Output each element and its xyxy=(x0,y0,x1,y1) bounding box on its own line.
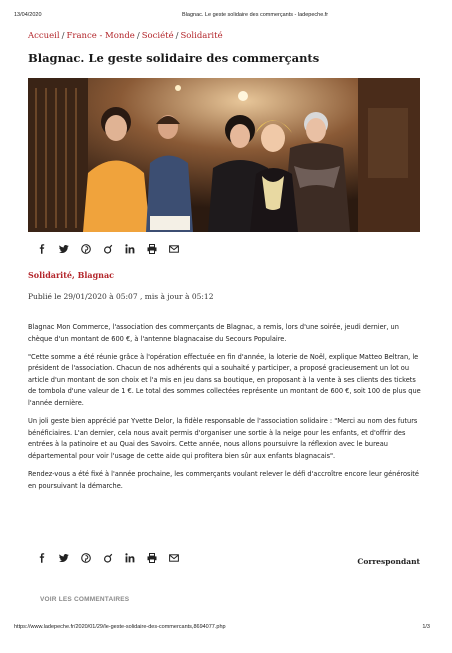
twitter-icon[interactable] xyxy=(56,551,71,565)
article-paragraph: "Cette somme a été réunie grâce à l'opération effectuée en fin d'année, la loterie de Noël, explique Matteo Beltran, le président de l'association. Chacun de nos adhérents qui a souhaité y participer, a proposé gracieusement un lot ou article d'un montant de son choix et l'a mis en jeu dans sa boutique, en proposant à la vente à ses clients des tickets de tombola d'une valeur de 1 €. Le total des sommes collectées représente un montant de 600 €, soit 100 de plus que l'année dernière. xyxy=(28,352,421,408)
share-bar-top xyxy=(34,242,181,256)
share-bar-bottom xyxy=(34,551,181,565)
print-document-title: Blagnac. Le geste solidaire des commerçants - ladepeche.fr xyxy=(182,12,329,18)
article-tags xyxy=(28,270,114,280)
print-url: https://www.ladepeche.fr/2020/01/29/le-geste-solidaire-des-commercants,8694077.php xyxy=(14,624,226,630)
article-paragraph: Rendez-vous a été fixé à l'année prochaine, les commerçants voulant relever le défi d'accroître encore leur générosité en poursuivant la démarche. xyxy=(28,470,419,490)
breadcrumb-home-link[interactable]: Accueil xyxy=(28,31,60,41)
breadcrumb-societe-link[interactable]: Société xyxy=(141,31,174,41)
article-photo xyxy=(28,78,420,232)
breadcrumb-separator: / xyxy=(61,31,65,41)
flipboard-icon[interactable] xyxy=(100,551,115,565)
flipboard-icon[interactable] xyxy=(100,242,115,256)
article-paragraph: Blagnac Mon Commerce, l'association des commerçants de Blagnac, a remis, lors d'une soirée, jeudi dernier, un chèque d'un montant de 600 €, à l'antenne blagnacaise du Secours Populaire. xyxy=(28,323,399,343)
breadcrumb-separator: / xyxy=(175,31,179,41)
linkedin-icon[interactable] xyxy=(122,242,137,256)
linkedin-icon[interactable] xyxy=(122,551,137,565)
article-title: Blagnac. Le geste solidaire des commerçants xyxy=(28,51,320,65)
email-icon[interactable] xyxy=(166,242,181,256)
breadcrumb-france-monde-link[interactable]: France - Monde xyxy=(66,31,135,41)
breadcrumb xyxy=(28,31,223,41)
print-icon[interactable] xyxy=(144,551,159,565)
view-comments-link[interactable]: VOIR LES COMMENTAIRES xyxy=(40,596,130,603)
facebook-icon[interactable] xyxy=(34,242,49,256)
breadcrumb-solidarite-link[interactable]: Solidarité xyxy=(180,31,223,41)
twitter-icon[interactable] xyxy=(56,242,71,256)
breadcrumb-separator: / xyxy=(136,31,140,41)
tags-link[interactable]: Solidarité, Blagnac xyxy=(28,270,115,280)
group-photo-image xyxy=(28,78,420,232)
article-author: Correspondant xyxy=(357,557,420,566)
print-icon[interactable] xyxy=(144,242,159,256)
pinterest-icon[interactable] xyxy=(78,242,93,256)
print-date: 13/04/2020 xyxy=(14,12,42,18)
facebook-icon[interactable] xyxy=(34,551,49,565)
print-page-number: 1/3 xyxy=(422,624,430,630)
publication-date: Publié le 29/01/2020 à 05:07 , mis à jour à 05:12 xyxy=(28,292,214,301)
article-paragraph: Un joli geste bien apprécié par Yvette Delor, la fidèle responsable de l'association solidaire : "Merci au nom des futurs bénéficiaires. L'an dernier, cela nous avait permis d'organiser une sortie à la neige pour les enfants, et d'offrir des entrées à la patinoire et au Quai des Savoirs. Cette année, nous allons poursuivre la réflexion avec le bureau départemental pour voir l'usage de cette aide qui profitera bien sûr aux enfants blagnacais". xyxy=(28,417,418,460)
email-icon[interactable] xyxy=(166,551,181,565)
pinterest-icon[interactable] xyxy=(78,551,93,565)
article-body xyxy=(28,322,422,499)
